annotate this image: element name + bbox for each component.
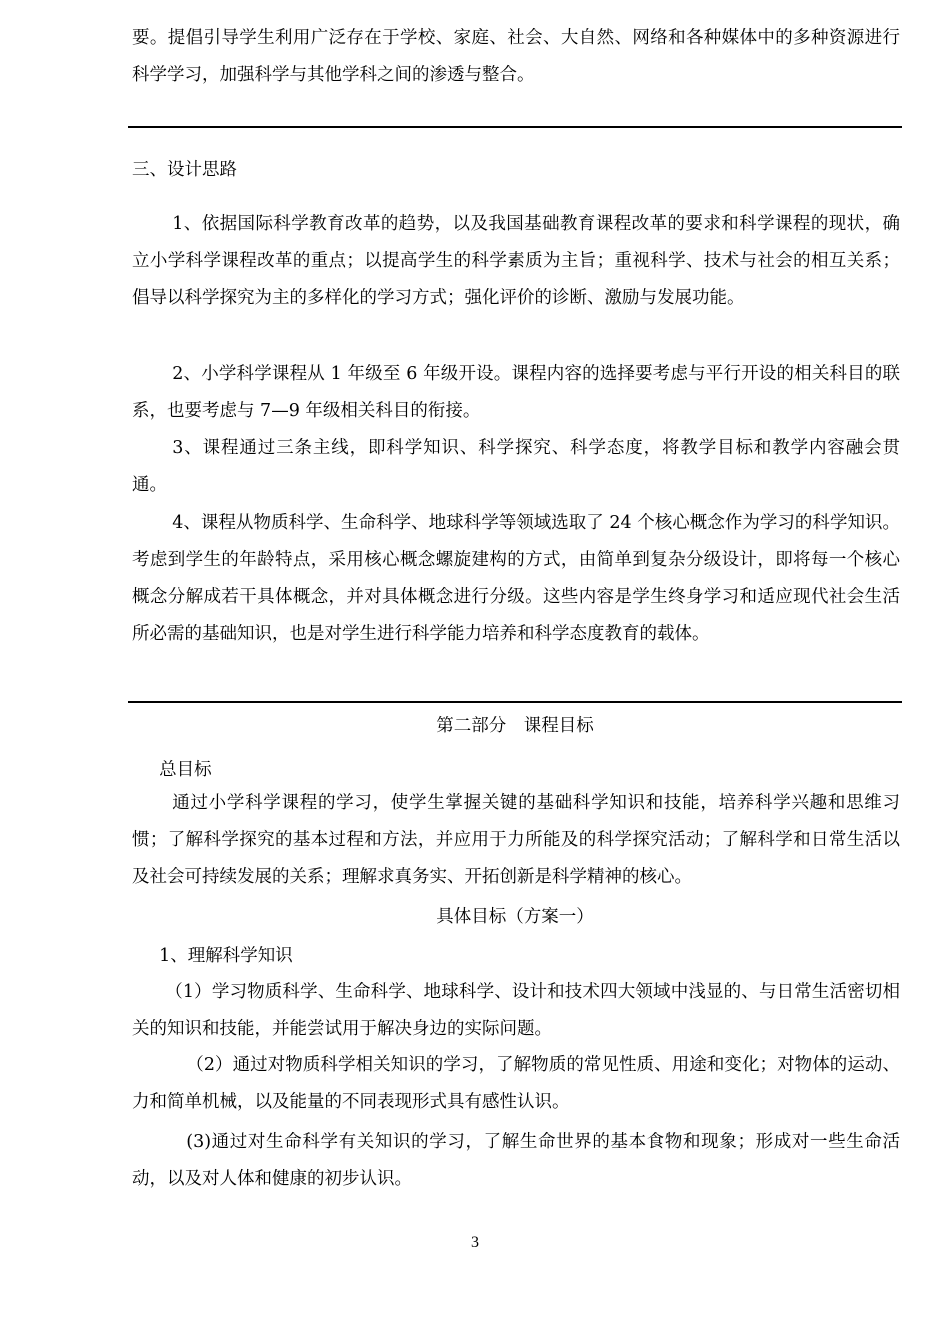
goal-item-1: （1）学习物质科学、生命科学、地球科学、设计和技术四大领域中浅显的、与日常生活密切相关的知识和技能，并能尝试用于解决身边的实际问题。 [132, 982, 900, 1039]
subsection-heading: 1、理解科学知识 [159, 946, 293, 966]
continuation-paragraph: 要。提倡引导学生利用广泛存在于学校、家庭、社会、大自然、网络和各种媒体中的多种资源进行科学学习，加强科学与其他学科之间的渗透与整合。 [132, 28, 900, 85]
overall-goal-paragraph: 通过小学科学课程的学习，使学生掌握关键的基础科学知识和技能，培养科学兴趣和思维习惯；了解科学探究的基本过程和方法，并应用于力所能及的科学探究活动；了解科学和日常生活以及社会可持续发展的关系；理解求真务实、开拓创新是科学精神的核心。 [132, 793, 900, 887]
part-heading: 第二部分 课程目标 [436, 716, 594, 736]
goal-item-3: (3)通过对生命科学有关知识的学习，了解生命世界的基本食物和现象；形成对一些生命活动，以及对人体和健康的初步认识。 [132, 1132, 900, 1189]
design-point-1: 1、依据国际科学教育改革的趋势，以及我国基础教育课程改革的要求和科学课程的现状，确立小学科学课程改革的重点；以提高学生的科学素质为主旨；重视科学、技术与社会的相互关系；倡导以科学探究为主的多样化的学习方式；强化评价的诊断、激励与发展功能。 [132, 214, 900, 308]
specific-goal-heading: 具体目标（方案一） [436, 907, 594, 927]
page-number: 3 [471, 1234, 479, 1251]
divider-line [128, 701, 902, 703]
goal-item-2: （2）通过对物质科学相关知识的学习，了解物质的常见性质、用途和变化；对物体的运动、力和简单机械，以及能量的不同表现形式具有感性认识。 [132, 1055, 900, 1112]
design-point-3: 3、课程通过三条主线，即科学知识、科学探究、科学态度，将教学目标和教学内容融会贯通。 [132, 438, 900, 495]
section-heading: 三、设计思路 [132, 160, 237, 180]
divider-line [128, 126, 902, 128]
design-point-4: 4、课程从物质科学、生命科学、地球科学等领域选取了 24 个核心概念作为学习的科学知识。考虑到学生的年龄特点，采用核心概念螺旋建构的方式，由简单到复杂分级设计，即将每一个核心概念分解成若干具体概念，并对具体概念进行分级。这些内容是学生终身学习和适应现代社会生活所必需的基础知识，也是对学生进行科学能力培养和科学态度教育的载体。 [132, 513, 900, 644]
overall-goal-heading: 总目标 [159, 760, 212, 780]
design-point-2: 2、小学科学课程从 1 年级至 6 年级开设。课程内容的选择要考虑与平行开设的相关科目的联系，也要考虑与 7—9 年级相关科目的衔接。 [132, 364, 900, 421]
